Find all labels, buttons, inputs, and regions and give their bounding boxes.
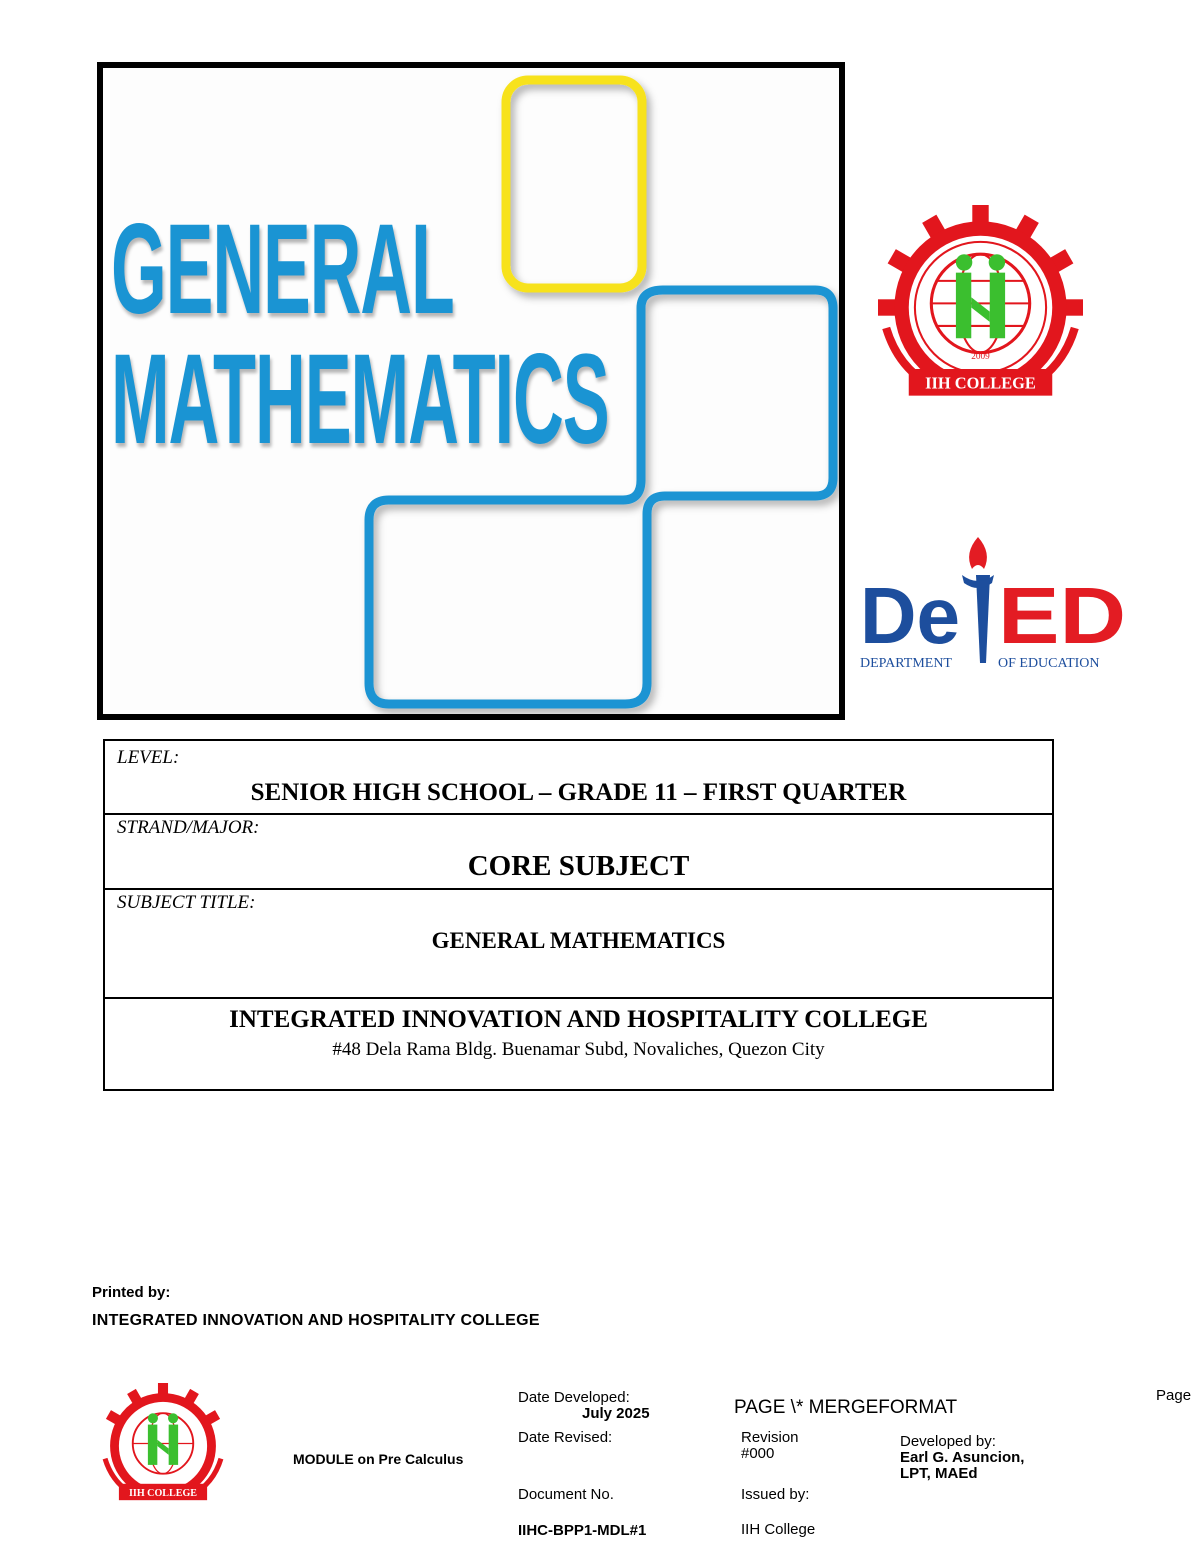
iih-college-logo <box>878 205 1083 410</box>
deped-subtitle-left: DEPARTMENT <box>860 656 952 671</box>
school-row <box>105 997 1052 1091</box>
module-info-table <box>103 739 1054 1091</box>
issued-by-value: IIH College <box>741 1521 816 1538</box>
date-revised-label: Date Revised: <box>518 1429 613 1446</box>
iih-banner-text: IIH COLLEGE <box>925 373 1036 393</box>
school-name: INTEGRATED INNOVATION AND HOSPITALITY COLLEGE <box>229 1006 928 1033</box>
revision-label: Revision <box>741 1429 799 1446</box>
date-developed-label: Date Developed: <box>518 1389 630 1406</box>
deped-subtitle-right: OF EDUCATION <box>998 656 1100 671</box>
strand-row <box>105 813 1052 890</box>
level-value: SENIOR HIGH SCHOOL – GRADE 11 – FIRST QUARTER <box>250 779 907 806</box>
level-label: LEVEL: <box>117 747 180 768</box>
developed-by-name: Earl G. Asuncion, <box>900 1449 1025 1466</box>
subject-row <box>105 888 1052 999</box>
printed-by-label: Printed by: <box>92 1284 171 1301</box>
subject-value: GENERAL MATHEMATICS <box>431 928 726 953</box>
strand-value: CORE SUBJECT <box>467 850 690 882</box>
printed-by-value: INTEGRATED INNOVATION AND HOSPITALITY COLLEGE <box>92 1312 540 1329</box>
deped-logo <box>860 535 1130 675</box>
developed-by-label: Developed by: <box>900 1433 996 1450</box>
date-developed-value: July 2025 <box>582 1405 650 1422</box>
developed-by-creds: LPT, MAEd <box>900 1465 978 1482</box>
level-row <box>105 741 1052 815</box>
iih-small-banner-text: IIH COLLEGE <box>128 1487 198 1499</box>
cover-title-line1: GENERAL <box>111 198 454 341</box>
document-no-value: IIHC-BPP1-MDL#1 <box>518 1522 647 1539</box>
page-label: Page <box>1156 1387 1192 1404</box>
revision-value: #000 <box>741 1445 775 1462</box>
svg-text:ED: ED <box>998 571 1126 660</box>
page-field: PAGE \* MERGEFORMAT <box>734 1397 958 1418</box>
svg-text:De: De <box>860 571 960 660</box>
school-address: #48 Dela Rama Bldg. Buenamar Subd, Novaliches, Quezon City <box>332 1039 825 1060</box>
cover-image <box>97 62 845 720</box>
yellow-square <box>506 80 642 288</box>
document-no-label: Document No. <box>518 1486 614 1503</box>
cover-title-line2: MATHEMATICS <box>111 328 609 471</box>
module-title: MODULE on Pre Calculus <box>293 1451 464 1467</box>
iih-year-text: 2009 <box>971 350 990 361</box>
issued-by-label: Issued by: <box>741 1486 810 1503</box>
strand-label: STRAND/MAJOR: <box>117 817 260 838</box>
iih-college-logo-small <box>100 1380 226 1512</box>
subject-label: SUBJECT TITLE: <box>117 892 256 913</box>
